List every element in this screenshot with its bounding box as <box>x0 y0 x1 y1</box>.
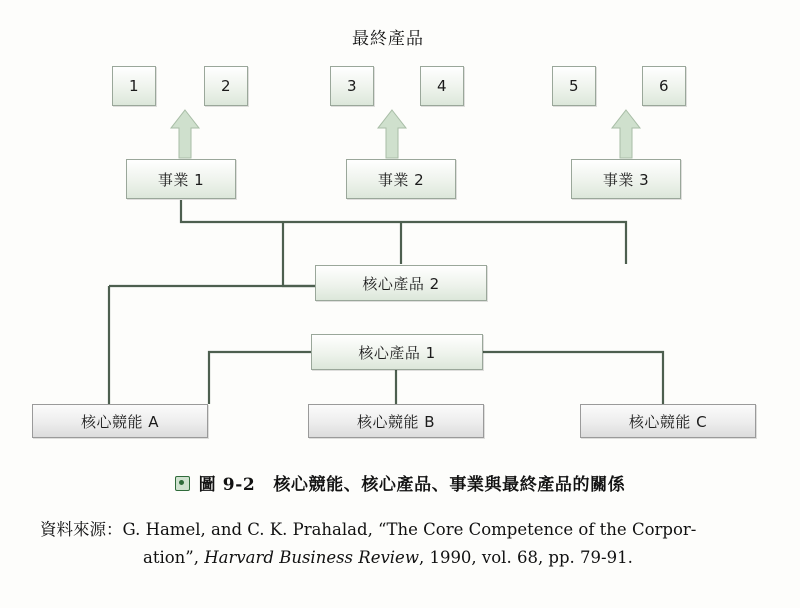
figure-caption <box>0 470 800 495</box>
source-line-2 <box>143 546 783 571</box>
core-product-2-label: 核心產品 2 <box>362 274 440 293</box>
business-unit-2 <box>346 159 456 199</box>
caption-figure-number: 圖 9-2 <box>198 475 256 495</box>
end-product-4-label: 4 <box>436 77 448 95</box>
top-level-label: 最終產品 <box>352 29 424 49</box>
arrow-business1-to-product1 <box>171 110 199 158</box>
end-product-2 <box>204 66 248 106</box>
core-competence-b <box>308 404 484 438</box>
end-product-6-label: 6 <box>658 77 670 95</box>
end-product-5-label: 5 <box>568 77 580 95</box>
core-competence-c-label: 核心競能 C <box>628 412 708 431</box>
business-unit-3 <box>571 159 681 199</box>
source-line-2-pre: ation”, <box>143 548 205 567</box>
business-unit-2-label: 事業 2 <box>377 170 425 189</box>
core-product-1-label: 核心產品 1 <box>358 343 436 362</box>
core-competence-b-label: 核心競能 B <box>356 412 436 431</box>
business-unit-1 <box>126 159 236 199</box>
business-unit-3-label: 事業 3 <box>602 170 650 189</box>
caption-bullet-icon <box>175 476 190 491</box>
core-product-1 <box>311 334 483 370</box>
business-unit-1-label: 事業 1 <box>157 170 205 189</box>
core-competence-a <box>32 404 208 438</box>
end-product-1 <box>112 66 156 106</box>
core-competence-c <box>580 404 756 438</box>
end-product-4 <box>420 66 464 106</box>
source-journal-name: Harvard Business Review <box>204 548 419 567</box>
end-product-1-label: 1 <box>128 77 140 95</box>
arrow-business2-to-product3 <box>378 110 406 158</box>
end-product-3 <box>330 66 374 106</box>
source-line-1: 資料來源：G. Hamel, and C. K. Prahalad, “The Core Competence of the Corpor- <box>40 520 697 539</box>
end-product-2-label: 2 <box>220 77 232 95</box>
core-competence-a-label: 核心競能 A <box>80 412 160 431</box>
arrow-business3-to-product5 <box>612 110 640 158</box>
source-line-2-post: , 1990, vol. 68, pp. 79-91. <box>418 548 633 567</box>
core-product-2 <box>315 265 487 301</box>
connector-core-product-2 <box>109 200 626 419</box>
end-product-5 <box>552 66 596 106</box>
caption-title: 核心競能、核心產品、事業與最終產品的關係 <box>273 475 626 495</box>
end-product-6 <box>642 66 686 106</box>
end-product-3-label: 3 <box>346 77 358 95</box>
